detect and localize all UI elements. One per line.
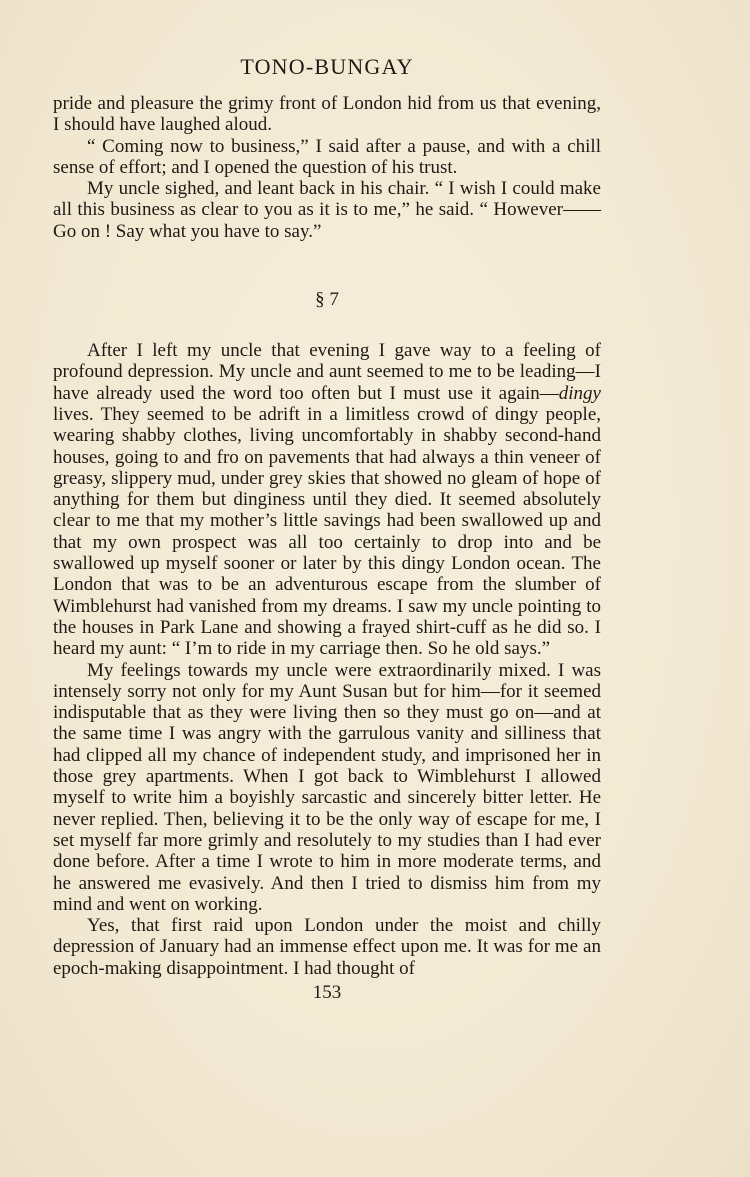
- paragraph-continued: pride and pleasure the grimy front of London hid from us that evening, I should have laughed aloud.: [53, 93, 601, 136]
- paragraph-first-raid: Yes, that first raid upon London under the moist and chilly depression of January had an immense effect upon me. It was for me an epoch-making disappointment. I had thought of: [53, 915, 601, 979]
- running-head: TONO-BUNGAY: [240, 54, 414, 79]
- paragraph-depression-part-1: After I left my uncle that evening I gave way to a feeling of profound depression. My uncle and aunt seemed to me to be leading—I have already used the word too often but I must use it again—: [53, 340, 601, 404]
- page-body: [53, 50, 601, 1004]
- paragraph-business: “ Coming now to business,” I said after a pause, and with a chill sense of effort; and I opened the question of his trust.: [53, 135, 601, 178]
- italic-dingy: dingy: [558, 382, 601, 404]
- paragraph-depression-part-2: lives. They seemed to be adrift in a limitless crowd of dingy people, wearing shabby clothes, living uncomfortably in shabby second-hand houses, going to and fro on pavements that had always a thin veneer of greasy, slippery mud, under grey skies that showed no gleam of hope of anything for them but dinginess until they died. It seemed absolutely clear to me that my mother’s little savings had been swallowed up and that my own prospect was all too certainly to drop into and be swallowed up myself sooner or later by this dingy London ocean. The London that was to be an adventurous escape from the slumber of Wimblehurst had vanished from my dreams. I saw my uncle pointing to the houses in Park Lane and showing a frayed shirt-cuff as he did so. I heard my aunt: “ I’m to ride in my carriage then. So he old says.”: [53, 403, 601, 660]
- paragraph-feelings: My feelings towards my uncle were extraordinarily mixed. I was intensely sorry not only for my Aunt Susan but for him—for it seemed indisputable that as they were living then so they must go on—and at the same time I was angry with the garrulous vanity and silliness that had clipped all my chance of independent study, and imprisoned her in those grey apartments. When I got back to Wimblehurst I allowed myself to write him a boyishly sarcastic and sincerely bitter letter. He never replied. Then, believing it to be the only way of escape for me, I set myself far more grimly and resolutely to my studies than I had ever done before. After a time I wrote to him in more moderate terms, and he answered me evasively. And then I tried to dismiss him from my mind and went on working.: [53, 659, 601, 915]
- page-number: 153: [312, 981, 342, 1003]
- paragraph-depression: [53, 340, 601, 659]
- section-heading: § 7: [315, 289, 339, 311]
- paragraph-uncle-sighed: My uncle sighed, and leant back in his chair. “ I wish I could make all this business as clear to you as it is to me,” he said. “ However—— Go on ! Say what you have to say.”: [53, 178, 601, 242]
